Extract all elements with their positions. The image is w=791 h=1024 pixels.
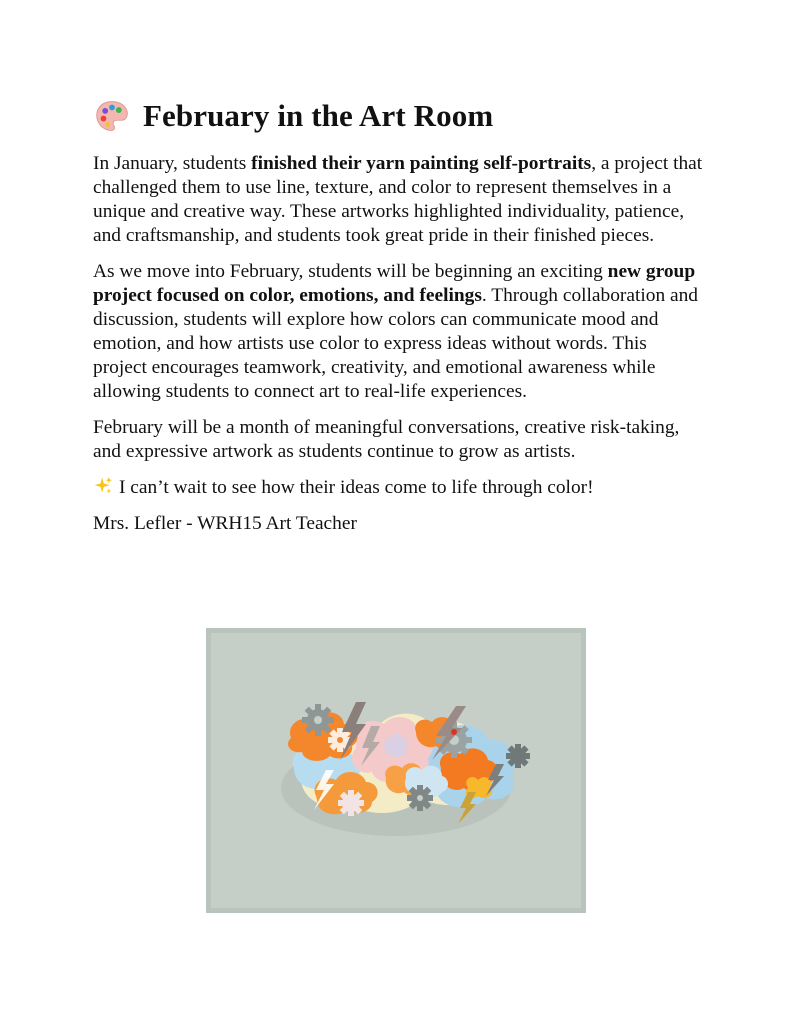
gear-icon-3 <box>407 785 433 811</box>
page-title: February in the Art Room <box>143 98 494 133</box>
gear-icon-4 <box>506 744 530 768</box>
bold-phrase-project: new group project focused on color, emotions, and feelings <box>93 261 696 306</box>
paper-cloud-artwork <box>206 628 586 913</box>
bold-phrase-yarn: finished their yarn painting self-portraits <box>251 153 592 174</box>
paragraph-yarn-portraits: In January, students finished their yarn painting self-portraits, a project that challenged them to use line, texture, and color to represent themselves in a unique and creative way. These artworks highlighted individuality, patience, and craftsmanship, and students took great pride in their finished pieces. <box>93 153 703 246</box>
title-row <box>95 96 493 136</box>
signature: Mrs. Lefler - WRH15 Art Teacher <box>93 513 357 534</box>
gear-icon-7 <box>384 734 408 758</box>
gear-icon-6 <box>338 790 364 816</box>
paragraph-group-project: As we move into February, students will be beginning an exciting new group project focused on color, emotions, and feelings. Through collaboration and discussion, students will explore how colors can communicate mood and emotion, and how artists use color to express ideas without words. This project encourages teamwork, creativity, and emotional awareness while allowing students to connect art to real-life experiences. <box>93 261 698 402</box>
article-body <box>93 152 703 548</box>
paragraph-february: February will be a month of meaningful conversations, creative risk-taking, and expressive artwork as students continue to grow as artists. <box>93 417 680 462</box>
sparkles-icon <box>93 476 113 496</box>
closing-line: I can’t wait to see how their ideas come to life through color! <box>93 476 703 500</box>
gear-icon-2 <box>436 722 472 758</box>
red-accent <box>451 729 457 735</box>
gear-icon-1 <box>302 704 334 736</box>
artist-palette-icon <box>95 99 129 133</box>
